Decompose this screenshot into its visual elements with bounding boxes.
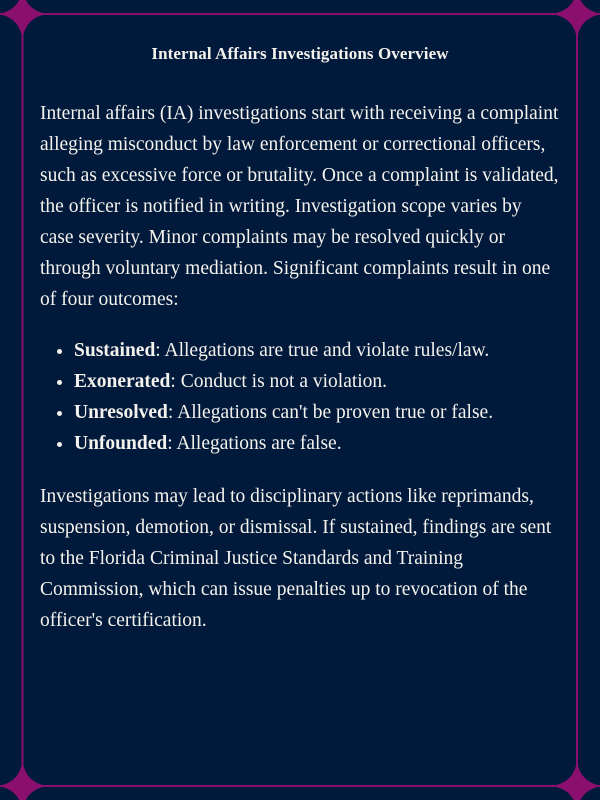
page-title: Internal Affairs Investigations Overview	[151, 44, 449, 63]
list-item-unresolved	[74, 397, 560, 428]
outcome-desc: : Allegations are true and violate rules/law.	[155, 340, 490, 361]
outcome-term: Sustained	[74, 340, 156, 361]
list-item-exonerated	[74, 366, 560, 397]
outcome-term: Unfounded	[74, 433, 168, 454]
outcome-desc: : Allegations are false.	[167, 433, 342, 454]
intro-paragraph: Internal affairs (IA) investigations start with receiving a complaint alleging misconduct by law enforcement or correctional officers, such as excessive force or brutality. Once a complaint is validated, the officer is notified in writing. Investigation scope varies by case severity. Minor complaints may be resolved quickly or through voluntary mediation. Significant complaints result in one of four outcomes:	[40, 103, 559, 310]
list-item-sustained	[74, 335, 560, 366]
star-icon-top-right	[551, 0, 600, 40]
conclusion-paragraph: Investigations may lead to disciplinary actions like reprimands, suspension, demotion, or dismissal. If sustained, findings are sent to the Florida Criminal Justice Standards and Training Commission, which can issue penalties up to revocation of the officer's certification.	[40, 486, 552, 631]
star-icon-bottom-right	[551, 760, 600, 800]
star-icon-top-left	[0, 0, 48, 40]
outcome-term: Unresolved	[74, 402, 168, 423]
outcome-desc: : Allegations can't be proven true or false.	[167, 402, 494, 423]
outcome-term: Exonerated	[74, 371, 171, 392]
star-icon-bottom-left	[0, 760, 48, 800]
outcome-desc: : Conduct is not a violation.	[170, 371, 388, 392]
outcomes-list	[40, 335, 560, 459]
document-body	[40, 44, 560, 636]
list-item-unfounded	[74, 428, 560, 459]
